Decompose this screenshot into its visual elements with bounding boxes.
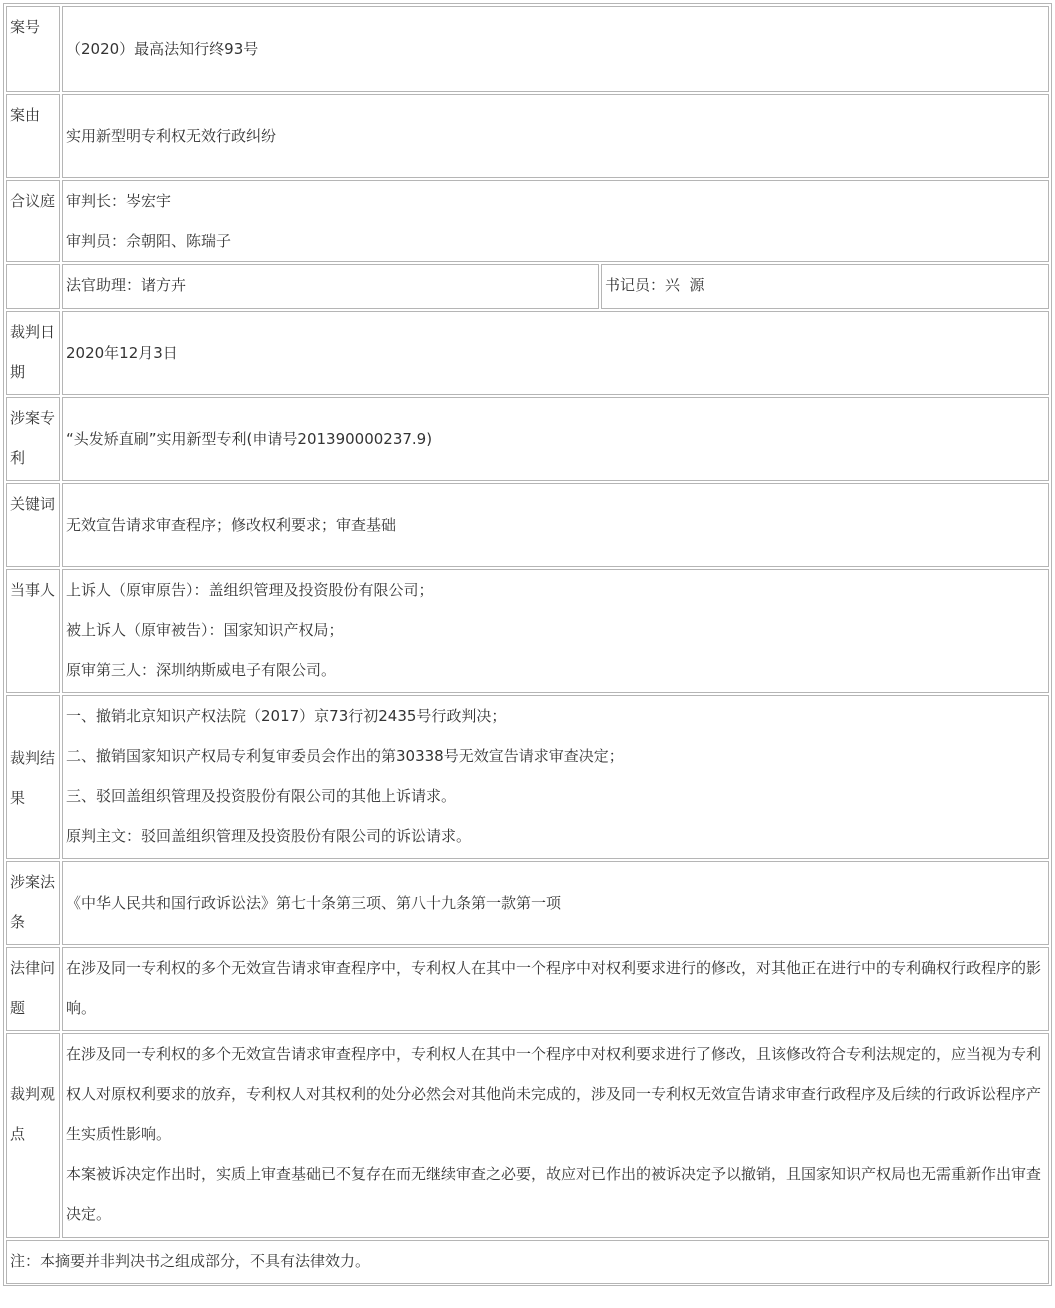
row-note bbox=[4, 1240, 1051, 1284]
value-law-cell bbox=[62, 861, 1049, 945]
row-opinion bbox=[4, 1033, 1051, 1238]
label-panel: 合议庭 bbox=[6, 180, 60, 262]
row-cause bbox=[4, 94, 1051, 178]
label-date: 裁判日期 bbox=[6, 311, 60, 395]
value-patent-cell bbox=[62, 397, 1049, 481]
row-parties bbox=[4, 569, 1051, 693]
row-patent bbox=[4, 397, 1051, 481]
row-law bbox=[4, 861, 1051, 945]
label-result: 裁判结果 bbox=[6, 695, 60, 859]
presiding-judge: 审判长：岑宏宇 bbox=[66, 192, 172, 210]
value-parties-cell bbox=[62, 569, 1049, 693]
result-line-4: 原判主文：驳回盖组织管理及投资股份有限公司的诉讼请求。 bbox=[66, 827, 472, 845]
clerk-cell bbox=[601, 264, 1049, 309]
value-panel-cell bbox=[62, 180, 1049, 262]
label-empty bbox=[6, 264, 60, 309]
row-case-number bbox=[4, 6, 1051, 92]
disclaimer-note: 注：本摘要并非判决书之组成部分，不具有法律效力。 bbox=[10, 1252, 371, 1270]
judge-assistant-cell bbox=[62, 264, 599, 309]
label-parties: 当事人 bbox=[6, 569, 60, 693]
note-cell bbox=[6, 1240, 1049, 1284]
result-line-1: 一、撤销北京知识产权法院（2017）京73行初2435号行政判决； bbox=[66, 707, 507, 725]
value-issue: 在涉及同一专利权的多个无效宣告请求审查程序中，专利权人在其中一个程序中对权利要求进行的修改，对其他正在进行中的专利确权行政程序的影响。 bbox=[66, 959, 1042, 1017]
row-issue bbox=[4, 947, 1051, 1031]
value-law: 《中华人民共和国行政诉讼法》第七十条第三项、第八十九条第一款第一项 bbox=[66, 894, 562, 912]
row-panel bbox=[4, 180, 1051, 262]
result-line-3: 三、驳回盖组织管理及投资股份有限公司的其他上诉请求。 bbox=[66, 787, 457, 805]
value-issue-cell bbox=[62, 947, 1049, 1031]
clerk: 书记员：兴 源 bbox=[605, 276, 705, 294]
row-keywords bbox=[4, 483, 1051, 567]
judges: 审判员：佘朝阳、陈瑞子 bbox=[66, 232, 232, 250]
label-case-number: 案号 bbox=[6, 6, 60, 92]
value-cause-cell bbox=[62, 94, 1049, 178]
value-patent: “头发矫直刷”实用新型专利(申请号201390000237.9) bbox=[66, 430, 433, 448]
value-result-cell bbox=[62, 695, 1049, 859]
party-third: 原审第三人：深圳纳斯威电子有限公司。 bbox=[66, 661, 337, 679]
opinion-paragraph-2: 本案被诉决定作出时，实质上审查基础已不复存在而无继续审查之必要，故应对已作出的被诉决定予以撤销，且国家知识产权局也无需重新作出审查决定。 bbox=[66, 1165, 1042, 1223]
row-result bbox=[4, 695, 1051, 859]
value-keywords: 无效宣告请求审查程序；修改权利要求；审查基础 bbox=[66, 516, 397, 534]
label-patent: 涉案专利 bbox=[6, 397, 60, 481]
party-appellant: 上诉人（原审原告）：盖组织管理及投资股份有限公司； bbox=[66, 581, 434, 599]
value-opinion-cell bbox=[62, 1033, 1049, 1238]
value-keywords-cell bbox=[62, 483, 1049, 567]
case-summary-table bbox=[3, 3, 1052, 1286]
party-appellee: 被上诉人（原审被告）：国家知识产权局； bbox=[66, 621, 344, 639]
label-issue: 法律问题 bbox=[6, 947, 60, 1031]
label-law: 涉案法条 bbox=[6, 861, 60, 945]
result-line-2: 二、撤销国家知识产权局专利复审委员会作出的第30338号无效宣告请求审查决定； bbox=[66, 747, 624, 765]
label-cause: 案由 bbox=[6, 94, 60, 178]
value-case-number: （2020）最高法知行终93号 bbox=[66, 40, 259, 58]
opinion-paragraph-1: 在涉及同一专利权的多个无效宣告请求审查程序中，专利权人在其中一个程序中对权利要求进行了修改，且该修改符合专利法规定的，应当视为专利权人对原权利要求的放弃，专利权人对其权利的处分必然会对其他尚未完成的，涉及同一专利权无效宣告请求审查行政程序及后续的行政诉讼程序产生实质性影响。 bbox=[66, 1045, 1042, 1143]
judge-assistant: 法官助理：诸方卉 bbox=[66, 276, 187, 294]
row-assistant-clerk bbox=[4, 264, 1051, 309]
value-case-number-cell bbox=[62, 6, 1049, 92]
label-keywords: 关键词 bbox=[6, 483, 60, 567]
label-opinion: 裁判观点 bbox=[6, 1033, 60, 1238]
row-date bbox=[4, 311, 1051, 395]
value-date: 2020年12月3日 bbox=[66, 344, 178, 362]
value-cause: 实用新型明专利权无效行政纠纷 bbox=[66, 127, 277, 145]
value-date-cell bbox=[62, 311, 1049, 395]
